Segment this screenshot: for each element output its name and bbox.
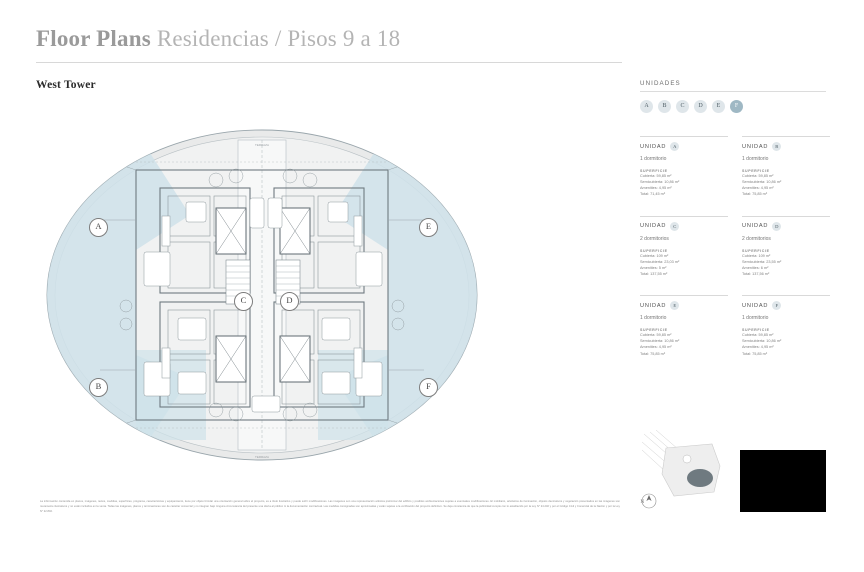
page-title-sub: Residencias / Pisos 9 a 18 [156,26,401,51]
plan-marker-b[interactable]: B [89,378,108,397]
plan-marker-f[interactable]: F [419,378,438,397]
unit-card-a-badge: A [670,142,679,151]
unit-card-d-line-1: Cubierta: 109 m² [742,253,771,258]
unit-card-e-header [640,295,728,310]
unit-card-b-line-1: Cubierta: 59,85 m² [742,174,774,178]
unit-card-e-dormitorios: 1 dormitorio [640,315,667,322]
svg-text:N: N [640,500,645,505]
unit-card-a-line-4: Total: 71,45 m² [640,192,666,197]
unit-card-a-superficie-label: SUPERFICIE [640,169,668,173]
unit-card-b-label: UNIDAD [742,143,769,150]
unit-card-f[interactable] [742,295,830,357]
page-title-main: Floor Plans [36,26,151,51]
svg-text:TERRAZA: TERRAZA [254,455,270,459]
unit-card-e-badge: E [670,301,679,310]
unit-card-c[interactable] [640,216,728,278]
plan-marker-e[interactable]: E [419,218,438,237]
unit-card-d-header [742,216,830,231]
unit-card-a-line-3: Amenities: 4,95 m² [640,186,672,191]
unit-card-e-superficie-label: SUPERFICIE [640,328,668,333]
unit-chip-c[interactable]: C [676,100,689,113]
unit-card-f-line-2: Semicubierta: 10,86 m² [742,339,782,344]
svg-text:TERRAZA: TERRAZA [254,143,270,147]
unit-card-f-badge: F [772,301,781,310]
key-plan-svg [640,430,732,512]
unit-card-d-line-2: Semicubierta: 23,55 m² [742,259,782,264]
plan-marker-c[interactable]: C [234,292,253,311]
unidades-panel [640,80,826,113]
title-divider [36,62,622,63]
floor-plan-svg [40,110,620,480]
unit-card-c-line-4: Total: 137,55 m² [640,271,668,276]
key-plan [640,430,732,512]
page-title [36,26,656,52]
unit-card-a-header [640,136,728,151]
unit-card-f-label: UNIDAD [742,302,769,309]
unit-card-a-line-1: Cubierta: 59,85 m² [640,174,672,178]
unit-card-e-label: UNIDAD [640,302,667,309]
unit-card-a-dormitorios: 1 dormitorio [640,156,667,162]
unit-card-c-line-2: Semicubierta: 23,03 m² [640,259,680,264]
unit-card-d-dormitorios: 2 dormitorios [742,235,771,242]
unit-card-d-line-4: Total: 137,56 m² [742,271,770,276]
unit-card-d-label: UNIDAD [742,223,769,230]
unit-card-d[interactable] [742,216,830,278]
unit-card-a[interactable] [640,136,728,198]
unit-card-b-line-2: Semicubierta: 10,86 m² [742,180,782,185]
unidades-divider [640,91,826,92]
tower-label: West Tower [36,79,96,91]
unit-chip-a[interactable]: A [640,100,653,113]
unit-card-b-superficie-label: SUPERFICIE [742,169,770,173]
unit-chip-b[interactable]: B [658,100,671,113]
unit-card-b-line-3: Amenities: 4,95 m² [742,186,774,191]
location-map-thumbnail [740,450,826,512]
unit-card-a-line-2: Semicubierta: 10,86 m² [640,180,680,185]
unit-card-c-label: UNIDAD [640,223,667,230]
unit-card-f-superficie-label: SUPERFICIE [742,328,770,333]
unit-chip-f[interactable]: F [730,100,743,113]
unit-card-f-line-1: Cubierta: 59,85 m² [742,333,774,338]
unit-card-e[interactable] [640,295,728,357]
unit-card-c-header [640,216,728,231]
unit-cards [640,136,830,375]
unit-card-c-superficie-label: SUPERFICIE [640,248,668,253]
unit-card-b-dormitorios: 1 dormitorio [742,156,769,162]
unit-chip-e[interactable]: E [712,100,725,113]
plan-marker-a[interactable]: A [89,218,108,237]
unit-card-e-line-2: Semicubierta: 10,86 m² [640,339,680,344]
floor-plan-drawing [40,110,620,480]
unit-card-b[interactable] [742,136,830,198]
unit-card-c-line-1: Cubierta: 109 m² [640,253,669,258]
unit-card-f-line-3: Amenities: 4,95 m² [742,345,774,350]
unit-card-e-line-1: Cubierta: 59,85 m² [640,333,672,338]
unit-card-c-dormitorios: 2 dormitorios [640,235,669,242]
unidades-heading: UNIDADES [640,80,681,87]
unit-card-d-line-3: Amenities: 6 m² [742,265,769,270]
unit-card-f-dormitorios: 1 dormitorio [742,315,769,322]
unidades-chip-row [640,100,826,113]
unit-card-e-line-4: Total: 75,85 m² [640,351,666,356]
unit-card-b-header [742,136,830,151]
unit-card-d-badge: D [772,222,781,231]
unit-chip-d[interactable]: D [694,100,707,113]
unit-card-b-badge: B [772,142,781,151]
unit-card-a-label: UNIDAD [640,143,667,150]
unit-card-f-header [742,295,830,310]
plan-marker-d[interactable]: D [280,292,299,311]
unit-card-d-superficie-label: SUPERFICIE [742,248,770,253]
unit-card-c-badge: C [670,222,679,231]
unit-card-f-line-4: Total: 75,85 m² [742,351,768,356]
page-header [36,26,656,52]
unit-card-b-line-4: Total: 75,85 m² [742,192,768,197]
unit-card-e-line-3: Amenities: 4,95 m² [640,345,672,350]
legal-footnote: La información contenida en planos, imágenes, textos, medidas, superficies, programa, características y equipamiento, tiene por objeto brindar una orientación general sobre el proyecto, es a título ilustrativo y puede sufrir modificaciones. Las imágenes son una representación artística preliminar del edificio y posibles ambientaciones sujetas a eventuales modificaciones. El mobiliario, artefactos de iluminación, objetos decorativos y vegetación presentados en las imágenes son meramente ilustrativos y no están incluidos en la venta. Todas las imágenes, planos y terminaciones son de carácter comercial y no integran bajo ninguna circunstancia del presente una oferta al público ni la documentación contractual. Las medidas consignadas son aproximadas y están sujetas a la verificación del proyecto definitivo. Se deja constancia de que la publicidad cumple con lo establecido por la Ley N° 24.240 y por el Código Civil y Comercial de la Nación y por la Ley N° 22.802. [40,500,620,513]
unit-card-c-line-3: Amenities: 5 m² [640,265,667,270]
